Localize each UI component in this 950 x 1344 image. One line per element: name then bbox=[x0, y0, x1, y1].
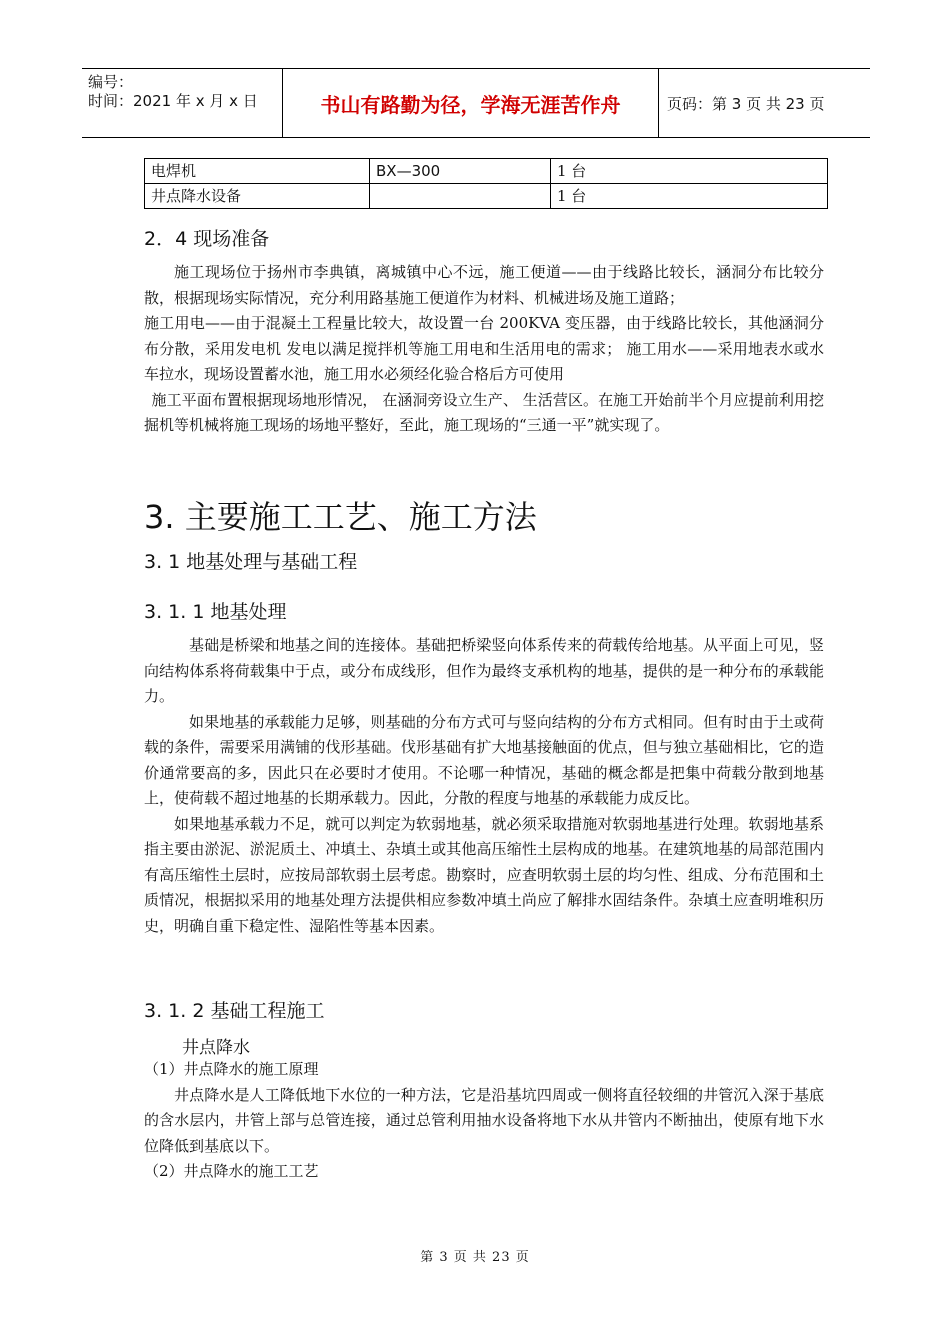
header-meta bbox=[82, 69, 282, 137]
section-3-1-2-title: 3. 1. 2 基础工程施工 bbox=[144, 1000, 325, 1022]
date-label: 时间：2021 年 x 月 x 日 bbox=[88, 92, 258, 110]
paragraph: 施工平面布置根据现场地形情况， 在涵洞旁设立生产、 生活营区。在施工开始前半个月应提前利用挖掘机等机械将施工现场的场地平整好，至此，施工现场的“三通一平”就实现了。 bbox=[144, 390, 824, 434]
page-header bbox=[82, 68, 870, 138]
number-label: 编号： bbox=[88, 73, 134, 91]
section-3-1-title: 3. 1 地基处理与基础工程 bbox=[144, 551, 358, 573]
paragraph: 如果地基承载力不足，就可以判定为软弱地基，就必须采取措施对软弱地基进行处理。软弱地基系指主要由淤泥、淤泥质土、冲填土、杂填土或其他高压缩性土层构成的地基。在建筑地基的局部范围内有高压缩性土层时，应按局部软弱土层考虑。勘察时，应查明软弱土层的均匀性、组成、分布范围和土质情况，根据拟采用的地基处理方法提供相应参数冲填土尚应了解排水固结条件。杂填土应查明堆积历史，明确自重下稳定性、湿陷性等基本因素。 bbox=[144, 814, 824, 935]
equipment-model bbox=[370, 184, 551, 209]
table-row bbox=[145, 184, 828, 209]
equipment-name: 井点降水设备 bbox=[145, 184, 370, 209]
well-point-title: 井点降水 bbox=[182, 1038, 250, 1058]
paragraph: 如果地基的承载能力足够，则基础的分布方式可与竖向结构的分布方式相同。但有时由于土或荷载的条件，需要采用满铺的伐形基础。伐形基础有扩大地基接触面的优点，但与独立基础相比，它的造价通常要高的多，因此只在必要时才使用。不论哪一种情况，基础的概念都是把集中荷载分散到地基上，使荷载不超过地基的长期承载力。因此，分散的程度与地基的承载能力成反比。 bbox=[144, 712, 824, 807]
page-footer: 第 3 页 共 23 页 bbox=[420, 1250, 530, 1265]
equipment-qty: 1 台 bbox=[551, 184, 828, 209]
section-2-4-title: 2．4 现场准备 bbox=[144, 228, 270, 250]
section-2-4-body bbox=[144, 260, 824, 439]
chapter-3-title: 3. 主要施工工艺、施工方法 bbox=[144, 498, 537, 536]
paragraph: 井点降水是人工降低地下水位的一种方法，它是沿基坑四周或一侧将直径较细的井管沉入深于基底的含水层内，井管上部与总管连接，通过总管利用抽水设备将地下水从井管内不断抽出，使原有地下水位降低到基底以下。 bbox=[144, 1085, 824, 1155]
section-3-1-1-body bbox=[144, 633, 824, 939]
well-point-body bbox=[144, 1057, 824, 1185]
equipment-model: BX—300 bbox=[370, 159, 551, 184]
equipment-table bbox=[144, 158, 828, 209]
equipment-qty: 1 台 bbox=[551, 159, 828, 184]
section-3-1-1-title: 3. 1. 1 地基处理 bbox=[144, 601, 287, 623]
equipment-name: 电焊机 bbox=[145, 159, 370, 184]
paragraph: 基础是桥梁和地基之间的连接体。基础把桥梁竖向体系传来的荷载传给地基。从平面上可见，竖向结构体系将荷载集中于点，或分布成线形，但作为最终支承机构的地基，提供的是一种分布的承载能力。 bbox=[144, 636, 824, 705]
paragraph: 施工现场位于扬州市李典镇，离城镇中心不远，施工便道——由于线路比较长，涵洞分布比较分散，根据现场实际情况，充分利用路基施工便道作为材料、机械进场及施工道路； bbox=[144, 263, 824, 307]
list-item: （1）井点降水的施工原理 bbox=[144, 1060, 319, 1078]
paragraph: 施工用电——由于混凝土工程量比较大，故设置一台 200KVA 变压器，由于线路比较长，其他涵洞分布分散，采用发电机 发电以满足搅拌机等施工用电和生活用电的需求； 施工用水——采用地表水或水车拉水，现场设置蓄水池，施工用水必须经化验合格后方可使用 bbox=[144, 314, 824, 383]
header-motto: 书山有路勤为径，学海无涯苦作舟 bbox=[320, 92, 621, 117]
table-row bbox=[145, 159, 828, 184]
list-item: （2）井点降水的施工工艺 bbox=[144, 1162, 319, 1180]
header-page-info: 页码：第 3 页 共 23 页 bbox=[667, 94, 825, 113]
